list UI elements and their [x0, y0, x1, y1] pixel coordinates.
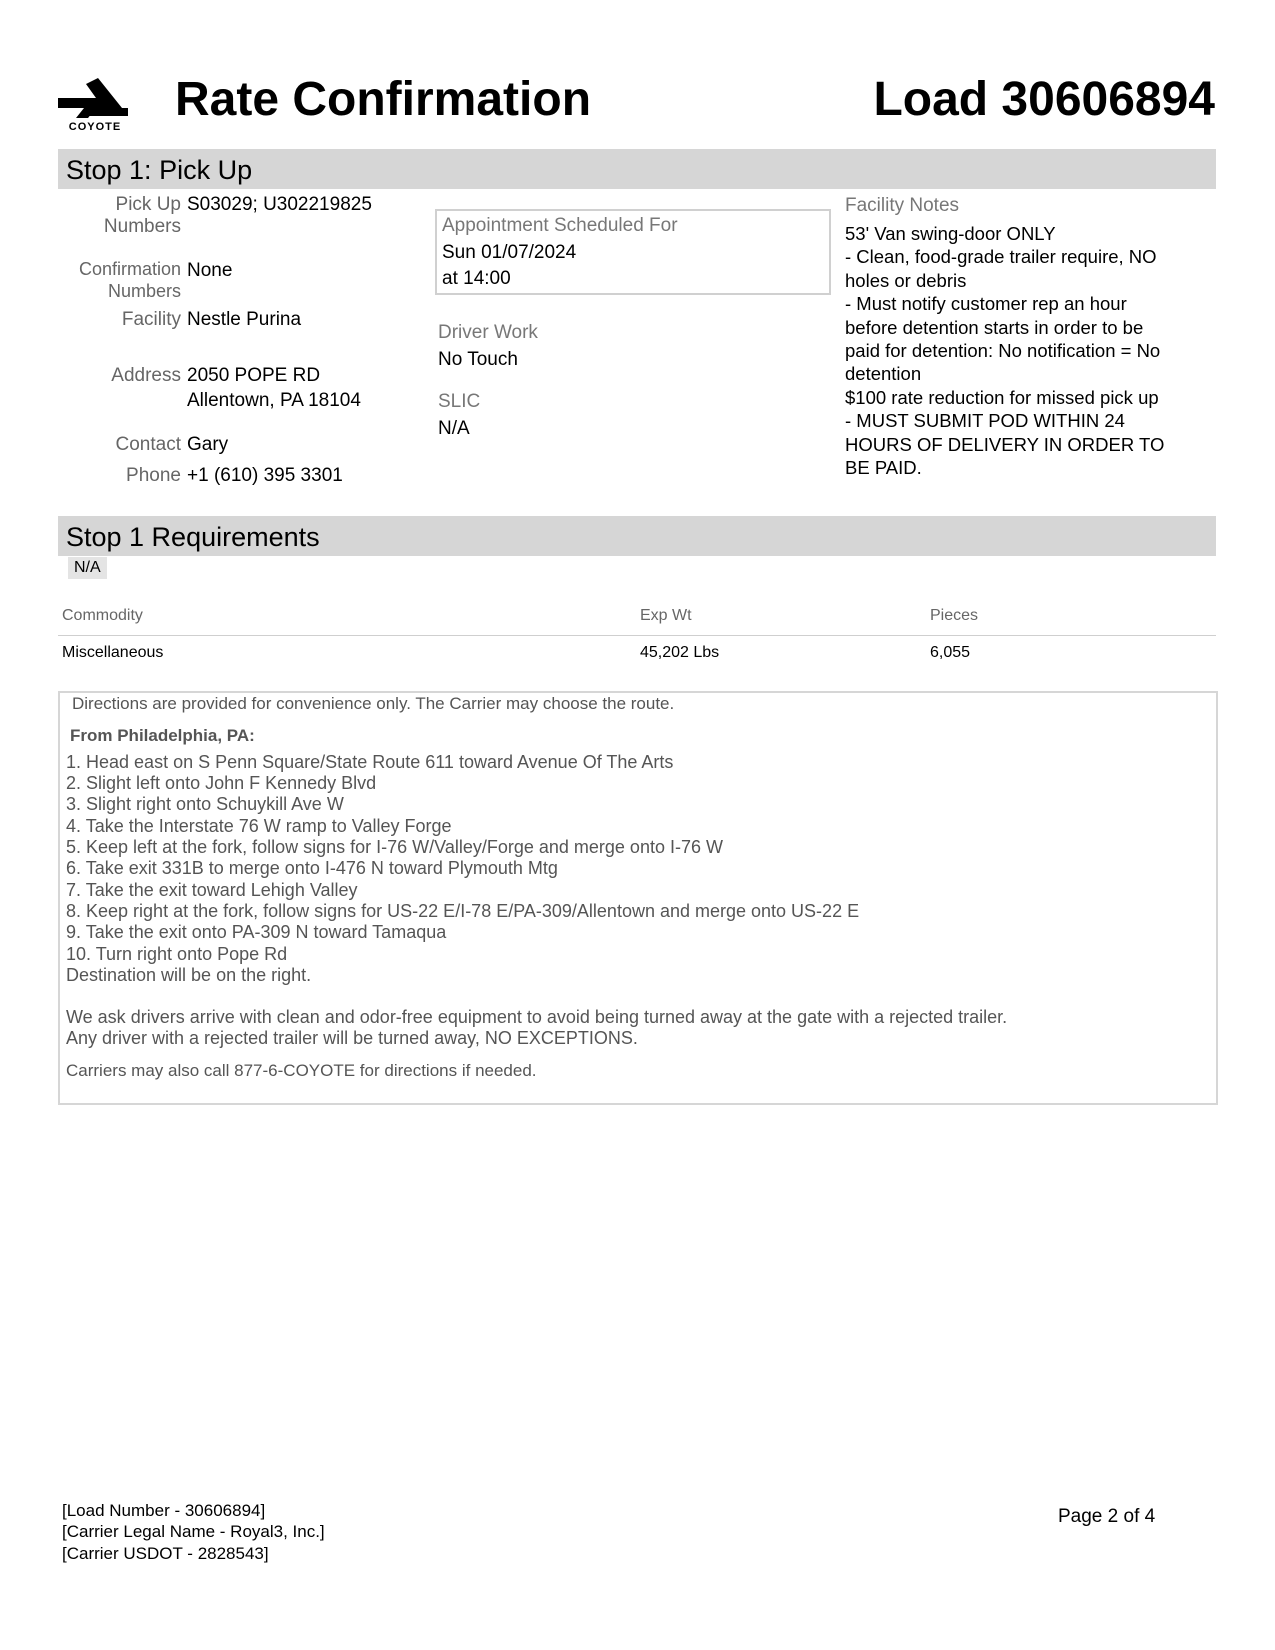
page-number: Page 2 of 4: [1058, 1506, 1156, 1527]
table-divider: [58, 635, 1216, 636]
logo-text: COYOTE: [68, 121, 122, 133]
rejection-notice: Any driver with a rejected trailer will be turned away, NO EXCEPTIONS.: [66, 1028, 638, 1048]
facility-note-line: - Must notify customer rep an hour: [845, 293, 1127, 315]
confirmation-label-1: Confirmation: [78, 259, 181, 279]
facility-note-line: before detention starts in order to be: [845, 316, 1144, 338]
slic-label: SLIC: [438, 391, 481, 412]
directions-from: From Philadelphia, PA:: [70, 726, 255, 745]
direction-step: 3. Slight right onto Schuykill Ave W: [66, 794, 344, 814]
direction-step: 7. Take the exit toward Lehigh Valley: [66, 880, 358, 900]
appointment-box: [435, 209, 831, 295]
appointment-label: Appointment Scheduled For: [442, 215, 678, 236]
call-note: Carriers may also call 877-6-COYOTE for directions if needed.: [66, 1061, 537, 1080]
footer-carrier-usdot: [Carrier USDOT - 2828543]: [62, 1544, 269, 1563]
facility-notes: [845, 222, 1215, 479]
pieces-cell: 6,055: [930, 644, 971, 661]
address-line-1: 2050 POPE RD: [187, 365, 321, 386]
confirmation-label-2: Numbers: [107, 281, 181, 301]
phone-label: Phone: [126, 465, 181, 486]
facility-note-line: - MUST SUBMIT POD WITHIN 24: [845, 410, 1125, 432]
document-title: Rate Confirmation: [175, 73, 592, 126]
slic-value: N/A: [438, 418, 470, 439]
facility-note-line: BE PAID.: [845, 457, 922, 479]
facility-note-line: - Clean, food-grade trailer require, NO: [845, 246, 1157, 268]
footer-load-number: [Load Number - 30606894]: [62, 1501, 266, 1520]
direction-step: 8. Keep right at the fork, follow signs for US-22 E/I-78 E/PA-309/Allentown and merge onto US-22 E: [66, 901, 860, 921]
appointment-date: Sun 01/07/2024: [442, 242, 577, 263]
directions-box: [58, 691, 1218, 1105]
driver-work-label: Driver Work: [438, 322, 538, 343]
exp-wt-cell: 45,202 Lbs: [640, 644, 720, 661]
direction-step: 6. Take exit 331B to merge onto I-476 N toward Plymouth Mtg: [66, 858, 558, 878]
contact-value: Gary: [187, 434, 229, 455]
facility-note-line: paid for detention: No notification = No: [845, 340, 1161, 362]
confirmation-value: None: [187, 260, 233, 281]
equipment-notice: We ask drivers arrive with clean and odor-free equipment to avoid being turned away at the gate with a rejected trailer.: [66, 1007, 1008, 1027]
appointment-time: at 14:00: [442, 268, 511, 289]
commodity-header: Commodity: [62, 607, 143, 624]
direction-step: 4. Take the Interstate 76 W ramp to Valley Forge: [66, 816, 452, 836]
load-number-title: Load 30606894: [873, 73, 1215, 126]
direction-step: 2. Slight left onto John F Kennedy Blvd: [66, 773, 377, 793]
pickup-numbers-value: S03029; U302219825: [187, 194, 372, 215]
contact-label: Contact: [115, 434, 181, 455]
facility-label: Facility: [121, 309, 181, 330]
direction-step: Destination will be on the right.: [66, 965, 312, 985]
pieces-header: Pieces: [930, 607, 979, 624]
facility-notes-label: Facility Notes: [845, 195, 960, 216]
facility-note-line: HOURS OF DELIVERY IN ORDER TO: [845, 433, 1165, 455]
footer-carrier-name: [Carrier Legal Name - Royal3, Inc.]: [62, 1522, 325, 1541]
direction-step: 9. Take the exit onto PA-309 N toward Tamaqua: [66, 922, 447, 942]
driver-work-value: No Touch: [438, 349, 518, 370]
requirements-heading-bar: [58, 516, 1216, 556]
requirements-heading: Stop 1 Requirements: [66, 522, 320, 552]
direction-step: 1. Head east on S Penn Square/State Route 611 toward Avenue Of The Arts: [66, 752, 674, 772]
requirements-badge: N/A: [68, 557, 107, 579]
direction-step: 10. Turn right onto Pope Rd: [66, 944, 288, 964]
directions-intro: Directions are provided for convenience only. The Carrier may choose the route.: [72, 694, 675, 713]
commodity-cell: Miscellaneous: [62, 644, 164, 661]
pickup-numbers-label-1: Pick Up: [115, 194, 181, 215]
stop-heading-bar: [58, 149, 1216, 189]
stop-heading: Stop 1: Pick Up: [66, 155, 253, 185]
facility-note-line: holes or debris: [845, 269, 967, 291]
exp-wt-header: Exp Wt: [640, 607, 692, 624]
facility-note-line: 53' Van swing-door ONLY: [845, 223, 1056, 244]
facility-note-line: $100 rate reduction for missed pick up: [845, 386, 1159, 408]
phone-value: +1 (610) 395 3301: [187, 465, 343, 486]
facility-value: Nestle Purina: [187, 309, 302, 330]
direction-step: 5. Keep left at the fork, follow signs for I-76 W/Valley/Forge and merge onto I-76 W: [66, 837, 723, 857]
facility-note-line: detention: [845, 363, 922, 385]
pickup-numbers-label-2: Numbers: [103, 216, 181, 237]
address-label: Address: [111, 365, 181, 386]
address-line-2: Allentown, PA 18104: [187, 390, 361, 411]
